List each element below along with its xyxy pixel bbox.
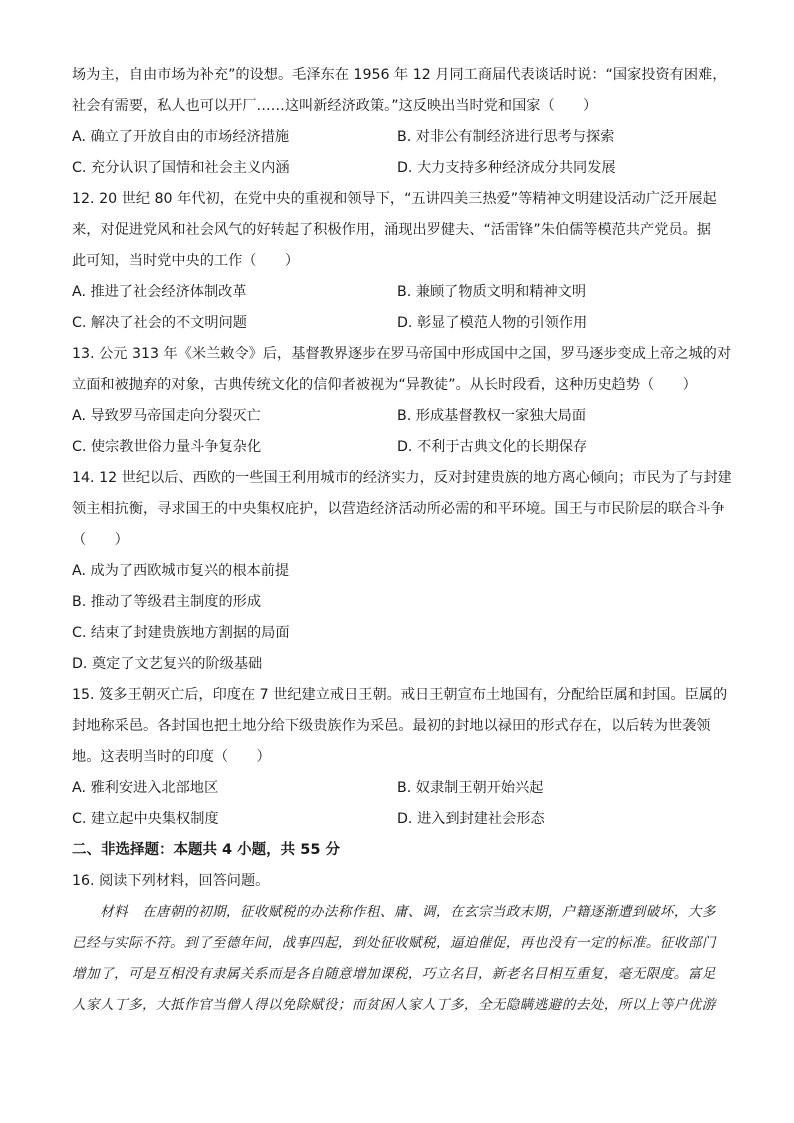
question-16 (72, 866, 722, 1021)
option-c: C. 充分认识了国情和社会主义内涵 (72, 160, 290, 176)
material-line: 材料 在唐朝的初期，征收赋税的办法称作租、庸、调，在玄宗当政末期，户籍逐渐遭到破坏，大多 (72, 904, 716, 920)
question-text-line: 此可知，当时党中央的工作（ ） (72, 253, 300, 269)
options-row (72, 122, 722, 153)
question-text-line: 社会有需要，私人也可以开厂……这叫新经济政策。”这反映出当时党和国家（ ） (72, 98, 598, 114)
material-line: 增加了，可是互相没有隶属关系而是各自随意增加课税，巧立名目，新老名目相互重复，毫无限度。富足 (72, 966, 716, 982)
option-c: C. 建立起中央集权制度 (72, 811, 219, 827)
question-12 (72, 184, 722, 339)
options-row (72, 432, 722, 463)
question-text-line: 13. 公元 313 年《米兰敕令》后，基督教界逐步在罗马帝国中形成国中之国，罗马逐步变成上帝之城的对 (72, 346, 732, 362)
option-a: A. 成为了西欧城市复兴的根本前提 (72, 563, 290, 579)
material-line: 人家人丁多，大抵作官当僧人得以免除赋役；而贫困人家人丁多，全无隐瞒逃避的去处，所以上等户优游 (72, 997, 716, 1013)
option-c: C. 解决了社会的不文明问题 (72, 315, 247, 331)
option-c: C. 使宗教世俗力量斗争复杂化 (72, 439, 262, 455)
options-row (72, 277, 722, 308)
option-a: A. 推进了社会经济体制改革 (72, 284, 247, 300)
option-b: B. 奴隶制王朝开始兴起 (397, 780, 544, 796)
option-b: B. 推动了等级君主制度的形成 (72, 594, 262, 610)
material-line: 已经与实际不符。到了至德年间，战事四起，到处征收赋税，逼迫催促，再也没有一定的标准。征收部门 (72, 935, 716, 951)
question-13 (72, 339, 732, 463)
question-14 (72, 463, 732, 680)
option-d: D. 进入到封建社会形态 (397, 811, 545, 827)
option-d: D. 奠定了文艺复兴的阶级基础 (72, 656, 263, 672)
option-b: B. 形成基督教权一家独大局面 (397, 408, 587, 424)
options-row (72, 804, 722, 835)
question-11-continued (72, 60, 727, 184)
question-text-line: 14. 12 世纪以后、西欧的一些国王利用城市的经济实力，反对封建贵族的地方离心倾向；市民为了与封建 (72, 470, 732, 486)
option-a: A. 确立了开放自由的市场经济措施 (72, 129, 290, 145)
option-d: D. 大力支持多种经济成分共同发展 (397, 160, 616, 176)
question-text-line: 场为主，自由市场为补充”的设想。毛泽东在 1956 年 12 月同工商届代表谈话时说：“国家投资有困难， (72, 67, 727, 83)
question-text-line: 封地称采邑。各封国也把土地分给下级贵族作为采邑。最初的封地以禄田的形式存在，以后转为世袭领 (72, 718, 711, 734)
question-text-line: 立面和被抛弃的对象，古典传统文化的信仰者被视为“异教徒”。从长时段看，这种历史趋势（ ） (72, 377, 697, 393)
options-row (72, 153, 722, 184)
question-text-line: （ ） (72, 532, 129, 548)
option-a: A. 雅利安进入北部地区 (72, 780, 219, 796)
option-b: B. 对非公有制经济进行思考与探索 (397, 129, 615, 145)
option-d: D. 彰显了模范人物的引领作用 (397, 315, 588, 331)
question-text-line: 12. 20 世纪 80 年代初，在党中央的重视和领导下，“五讲四美三热爱”等精神文明建设活动广泛开展起 (72, 191, 717, 207)
options-row (72, 773, 722, 804)
option-a: A. 导致罗马帝国走向分裂灭亡 (72, 408, 261, 424)
section-heading: 二、非选择题：本题共 4 小题，共 55 分 (72, 842, 340, 858)
material-passage (72, 897, 722, 1021)
question-text-line: 15. 笈多王朝灭亡后，印度在 7 世纪建立戒日王朝。戒日王朝宣布土地国有，分配给臣属和封国。臣属的 (72, 687, 728, 703)
option-d: D. 不利于古典文化的长期保存 (397, 439, 588, 455)
option-b: B. 兼顾了物质文明和精神文明 (397, 284, 587, 300)
question-text-line: 领主相抗衡，寻求国王的中央集权庇护，以营造经济活动所必需的和平环境。国王与市民阶层的联合斗争 (72, 501, 725, 517)
question-text-line: 来，对促进党风和社会风气的好转起了积极作用，涌现出罗健夫、“活雷锋”朱伯儒等模范共产党员。据 (72, 222, 711, 238)
question-text-line: 地。这表明当时的印度（ ） (72, 749, 271, 765)
exam-page (72, 60, 732, 1021)
option-c: C. 结束了封建贵族地方割据的局面 (72, 625, 290, 641)
question-prompt: 16. 阅读下列材料，回答问题。 (72, 873, 270, 889)
options-row (72, 308, 722, 339)
options-row (72, 401, 722, 432)
question-15 (72, 680, 728, 835)
